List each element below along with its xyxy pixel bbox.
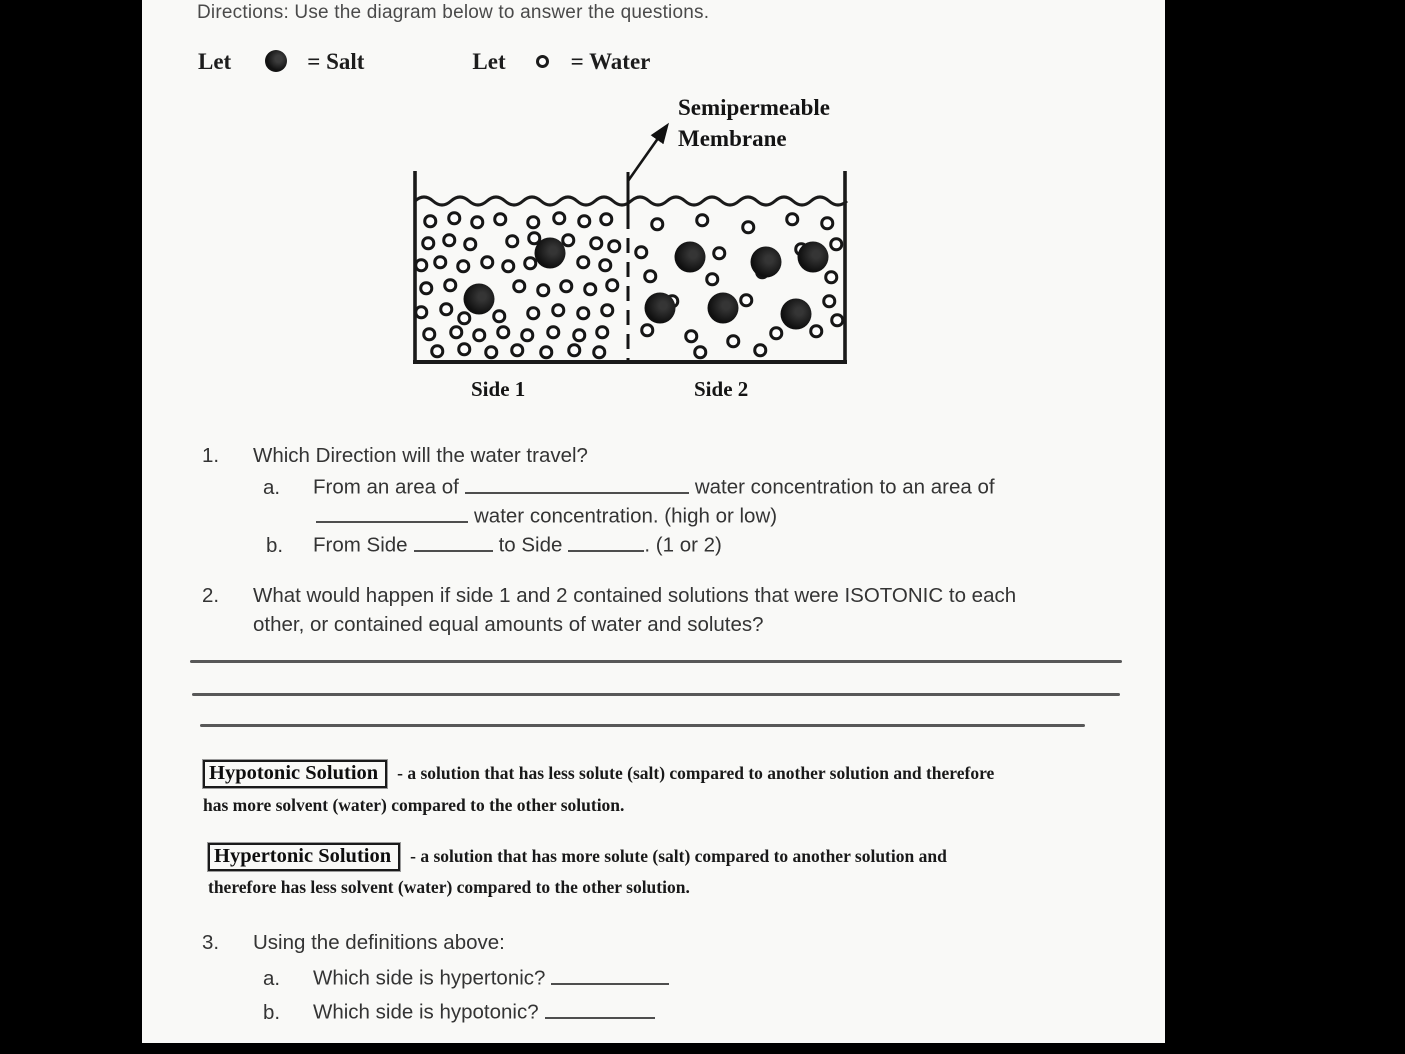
water-particle bbox=[456, 259, 470, 273]
question-2 bbox=[202, 584, 1016, 608]
water-particle bbox=[449, 325, 463, 339]
question-3b-text: Which side is hypotonic? bbox=[313, 1000, 539, 1024]
water-particle bbox=[753, 343, 767, 357]
water-particle bbox=[493, 212, 507, 226]
question-1a-pre: From an area of bbox=[313, 475, 459, 499]
water-particle bbox=[605, 278, 619, 292]
water-particle bbox=[643, 269, 657, 283]
side2-label: Side 2 bbox=[694, 377, 749, 401]
question-3 bbox=[202, 931, 505, 955]
water-particle bbox=[526, 306, 540, 320]
water-particle bbox=[824, 270, 838, 284]
water-surface-line bbox=[415, 197, 847, 205]
water-particle bbox=[551, 303, 565, 317]
water-particle bbox=[829, 237, 843, 251]
blank-line bbox=[414, 529, 493, 552]
water-particle bbox=[414, 305, 428, 319]
question-1a-letter: a. bbox=[263, 475, 281, 499]
salt-particle bbox=[464, 284, 495, 315]
hypotonic-rest: - a solution that has less solute (salt) compared to another solution and therefore bbox=[397, 763, 995, 783]
water-particle bbox=[600, 303, 614, 317]
water-particle bbox=[501, 259, 515, 273]
question-1a-post: water concentration to an area of bbox=[694, 475, 995, 499]
blank-line bbox=[551, 962, 669, 985]
water-particle bbox=[442, 233, 456, 247]
water-particle bbox=[423, 214, 437, 228]
question-1-text: Which Direction will the water travel? bbox=[253, 444, 588, 467]
salt-particle bbox=[798, 242, 829, 273]
hypertonic-line2: therefore has less solvent (water) compared to the other solution. bbox=[208, 877, 690, 897]
water-particle bbox=[640, 323, 654, 337]
water-particle bbox=[520, 328, 534, 342]
hypertonic-term: Hypertonic Solution bbox=[208, 843, 400, 871]
blank-line bbox=[568, 529, 644, 552]
question-3a-letter: a. bbox=[263, 966, 281, 990]
water-particle bbox=[414, 258, 428, 272]
water-particle bbox=[539, 345, 553, 359]
membrane-label-line1: Semipermeable bbox=[678, 95, 831, 120]
water-particle bbox=[598, 258, 612, 272]
hypertonic-definition bbox=[208, 843, 947, 871]
membrane-label-line2: Membrane bbox=[678, 126, 787, 151]
water-particle bbox=[607, 239, 621, 253]
hypertonic-rest: - a solution that has more solute (salt) compared to another solution and bbox=[410, 846, 947, 866]
question-3a bbox=[263, 962, 675, 991]
legend-row bbox=[198, 49, 650, 75]
water-particle bbox=[820, 216, 834, 230]
water-particle bbox=[470, 215, 484, 229]
side1-label: Side 1 bbox=[471, 377, 526, 401]
water-particle bbox=[433, 255, 447, 269]
water-particle bbox=[421, 236, 435, 250]
water-particle bbox=[712, 246, 726, 260]
water-particle bbox=[705, 272, 719, 286]
water-particle bbox=[595, 325, 609, 339]
water-particle bbox=[693, 345, 707, 359]
water-particle bbox=[589, 236, 603, 250]
legend-let-water: Let bbox=[472, 49, 506, 74]
legend-let-salt: Let bbox=[198, 49, 232, 74]
membrane-label bbox=[678, 92, 830, 154]
question-1-number: 1. bbox=[202, 444, 220, 467]
water-particle bbox=[443, 278, 457, 292]
water-particle bbox=[741, 220, 755, 234]
question-3a-text: Which side is hypertonic? bbox=[313, 966, 546, 990]
water-particle bbox=[496, 325, 510, 339]
question-1b-pre: From Side bbox=[313, 533, 408, 557]
salt-particle bbox=[781, 299, 812, 330]
water-symbol-icon bbox=[536, 55, 549, 68]
water-particle bbox=[457, 311, 471, 325]
water-particle bbox=[472, 328, 486, 342]
legend-water-label: = Water bbox=[570, 49, 651, 74]
water-particle bbox=[650, 217, 664, 231]
question-1b-mid: to Side bbox=[498, 533, 563, 557]
salt-particle bbox=[645, 293, 676, 324]
water-particle bbox=[492, 309, 506, 323]
water-particle bbox=[552, 211, 566, 225]
legend-salt-label: = Salt bbox=[307, 49, 365, 74]
water-particle bbox=[567, 343, 581, 357]
water-particle bbox=[684, 329, 698, 343]
water-particle bbox=[546, 325, 560, 339]
water-particle bbox=[512, 279, 526, 293]
question-2-number: 2. bbox=[202, 584, 220, 607]
blank-line bbox=[545, 996, 655, 1019]
question-1b-post: . (1 or 2) bbox=[644, 533, 722, 557]
water-particle bbox=[526, 215, 540, 229]
question-3-text: Using the definitions above: bbox=[253, 931, 505, 954]
water-particle bbox=[634, 245, 648, 259]
water-particle bbox=[583, 282, 597, 296]
water-particle bbox=[439, 302, 453, 316]
salt-particle bbox=[535, 238, 566, 269]
question-3b bbox=[263, 996, 661, 1025]
water-particle bbox=[577, 214, 591, 228]
salt-symbol-icon bbox=[265, 50, 287, 72]
question-1b-letter: b. bbox=[266, 533, 284, 557]
blank-line bbox=[316, 500, 468, 523]
water-particle bbox=[785, 212, 799, 226]
question-1 bbox=[202, 444, 588, 468]
water-particle bbox=[419, 281, 433, 295]
water-particle bbox=[430, 344, 444, 358]
salt-particle bbox=[751, 247, 782, 278]
water-particle bbox=[769, 326, 783, 340]
water-particle bbox=[599, 212, 613, 226]
question-1a2-post: water concentration. (high or low) bbox=[474, 504, 778, 528]
answer-line bbox=[190, 660, 1122, 663]
question-3b-letter: b. bbox=[263, 1000, 281, 1024]
blank-line bbox=[465, 471, 689, 494]
salt-particle bbox=[708, 293, 739, 324]
water-particle bbox=[463, 237, 477, 251]
question-2-line2: other, or contained equal amounts of water and solutes? bbox=[253, 613, 764, 636]
water-particle bbox=[447, 211, 461, 225]
directions-text: Directions: Use the diagram below to answer the questions. bbox=[197, 2, 710, 23]
water-particle bbox=[809, 324, 823, 338]
hypotonic-definition bbox=[203, 760, 994, 788]
water-particle bbox=[510, 343, 524, 357]
water-particle bbox=[422, 327, 436, 341]
water-particle bbox=[726, 334, 740, 348]
water-particle bbox=[572, 328, 586, 342]
water-particle bbox=[830, 313, 844, 327]
water-particle bbox=[576, 306, 590, 320]
water-particle bbox=[739, 293, 753, 307]
answer-line bbox=[192, 693, 1120, 696]
salt-particle bbox=[675, 242, 706, 273]
answer-line bbox=[200, 724, 1085, 727]
question-3-number: 3. bbox=[202, 931, 220, 954]
water-particle bbox=[484, 345, 498, 359]
water-particle bbox=[695, 213, 709, 227]
water-particle bbox=[822, 294, 836, 308]
water-particle bbox=[536, 283, 550, 297]
water-particle bbox=[457, 342, 471, 356]
hypotonic-term: Hypotonic Solution bbox=[203, 760, 387, 788]
water-particle bbox=[576, 255, 590, 269]
question-2-line1: What would happen if side 1 and 2 contained solutions that were ISOTONIC to each bbox=[253, 584, 1017, 607]
water-particle bbox=[559, 279, 573, 293]
question-1a bbox=[263, 471, 995, 500]
water-particle bbox=[480, 255, 494, 269]
question-1b bbox=[266, 529, 722, 558]
hypotonic-line2: has more solvent (water) compared to the other solution. bbox=[203, 795, 625, 815]
water-particle bbox=[592, 345, 606, 359]
water-particle bbox=[505, 234, 519, 248]
question-1a-line2 bbox=[316, 500, 777, 529]
worksheet-page bbox=[142, 0, 1165, 1043]
